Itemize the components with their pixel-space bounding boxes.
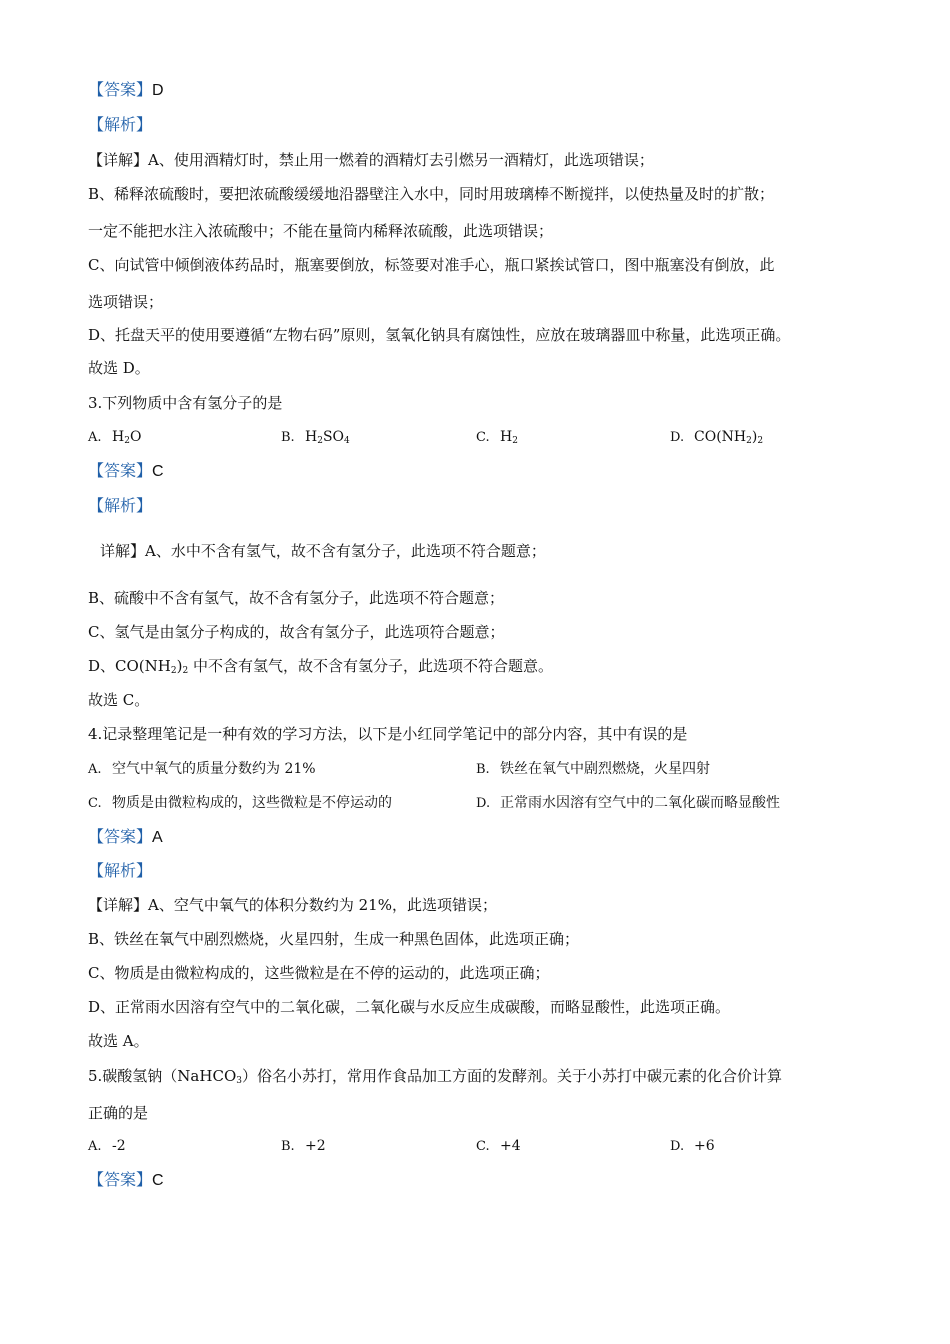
q5-option-b <box>281 1136 326 1157</box>
q4-analysis-tag <box>88 861 152 881</box>
answer-tag: 【答案】 <box>88 1170 153 1189</box>
q5-answer-row <box>88 1170 164 1191</box>
q4-option-c <box>88 793 392 814</box>
answer-value: C <box>152 463 164 480</box>
option-text: 正常雨水因溶有空气中的二氧化碳而略显酸性 <box>500 795 780 811</box>
analysis-tag: 【解析】 <box>88 861 153 880</box>
option-key: A. <box>88 762 102 777</box>
q4-line-2: C、物质是由微粒构成的，这些微粒是在不停的运动的，此选项正确； <box>88 964 550 982</box>
q3-answer-row <box>88 461 164 482</box>
q2-line-3: C、向试管中倾倒液体药品时，瓶塞要倒放，标签要对准手心，瓶口紧挨试管口，图中瓶塞没有倒放，此 <box>88 256 775 274</box>
option-key: D. <box>670 1139 685 1154</box>
q3-line-2: C、氢气是由氢分子构成的，故含有氢分子，此选项符合题意； <box>88 623 505 641</box>
q3-analysis-tag <box>88 496 152 516</box>
option-key: D. <box>476 796 491 811</box>
option-key: C. <box>476 1139 490 1154</box>
q4-line-3: D、正常雨水因溶有空气中的二氧化碳，二氧化碳与水反应生成碳酸，而略显酸性，此选项正确。 <box>88 998 731 1016</box>
option-key: A. <box>88 430 102 445</box>
answer-tag: 【答案】 <box>88 80 153 99</box>
answer-value: D <box>152 82 164 99</box>
option-text: $H_2O$ <box>112 429 142 446</box>
q5-stem-line-1: 正确的是 <box>88 1104 149 1122</box>
option-text: $H_2$ <box>500 429 518 446</box>
option-text: $CO(NH_2)_2$ <box>694 429 764 446</box>
option-key: C. <box>88 796 102 811</box>
q2-line-5: D、托盘天平的使用要遵循“左物右码”原则，氢氧化钠具有腐蚀性，应放在玻璃器皿中称量，此选项正确。 <box>88 326 791 344</box>
option-key: A. <box>88 1139 102 1154</box>
q5-stem-line-0: 5.碳酸氢钠（NaHCO$_3$）俗名小苏打，常用作食品加工方面的发酵剂。关于小苏打中碳元素的化合价计算 <box>88 1067 782 1086</box>
q2-line-4: 选项错误； <box>88 293 164 311</box>
q5-option-a <box>88 1136 126 1157</box>
option-text: +2 <box>305 1138 326 1154</box>
option-text: 铁丝在氧气中剧烈燃烧，火星四射 <box>500 761 710 777</box>
q4-line-4: 故选 A。 <box>88 1032 149 1050</box>
q3-line-0: 详解】A、水中不含有氢气，故不含有氢分子，此选项不符合题意； <box>100 542 546 560</box>
option-text: +4 <box>500 1138 521 1154</box>
q5-option-c <box>476 1136 521 1157</box>
q4-option-a <box>88 759 316 780</box>
q3-line-4: 故选 C。 <box>88 691 150 709</box>
q3-option-c <box>476 427 518 451</box>
q4-line-0: 【详解】A、空气中氧气的体积分数约为 21%，此选项错误； <box>88 896 497 914</box>
option-text: 空气中氧气的质量分数约为 21% <box>112 761 316 777</box>
option-key: D. <box>670 430 685 445</box>
q2-line-0: 【详解】A、使用酒精灯时，禁止用一燃着的酒精灯去引燃另一酒精灯，此选项错误； <box>88 151 654 169</box>
q4-answer-row <box>88 827 163 848</box>
option-text: $H_2SO_4$ <box>305 429 350 446</box>
q4-option-d <box>476 793 780 814</box>
option-key: B. <box>281 430 295 445</box>
q2-line-6: 故选 D。 <box>88 359 150 377</box>
option-key: B. <box>476 762 490 777</box>
q2-line-2: 一定不能把水注入浓硫酸中；不能在量筒内稀释浓硫酸，此选项错误； <box>88 222 554 240</box>
q2-line-1: B、稀释浓硫酸时，要把浓硫酸缓缓地沿器壁注入水中，同时用玻璃棒不断搅拌，以使热量及时的扩散； <box>88 185 775 203</box>
q4-stem: 4.记录整理笔记是一种有效的学习方法，以下是小红同学笔记中的部分内容，其中有误的是 <box>88 725 688 743</box>
q2-answer-row <box>88 80 164 101</box>
option-text: 物质是由微粒构成的，这些微粒是不停运动的 <box>112 795 392 811</box>
option-key: B. <box>281 1139 295 1154</box>
analysis-tag: 【解析】 <box>88 496 153 515</box>
q3-stem: 3.下列物质中含有氢分子的是 <box>88 394 283 412</box>
option-text: -2 <box>112 1138 126 1154</box>
answer-value: C <box>152 1172 164 1189</box>
q3-line-3: D、$CO(NH_2)_2$ 中不含有氢气，故不含有氢分子，此选项不符合题意。 <box>88 657 553 676</box>
answer-value: A <box>152 829 163 846</box>
answer-tag: 【答案】 <box>88 461 153 480</box>
q4-line-1: B、铁丝在氧气中剧烈燃烧，火星四射，生成一种黑色固体，此选项正确； <box>88 930 580 948</box>
answer-tag: 【答案】 <box>88 827 153 846</box>
option-text: +6 <box>694 1138 715 1154</box>
q3-line-1: B、硫酸中不含有氢气，故不含有氢分子，此选项不符合题意； <box>88 589 505 607</box>
q5-option-d <box>670 1136 715 1157</box>
q2-analysis-tag <box>88 115 152 135</box>
q4-option-b <box>476 759 710 780</box>
q3-option-d <box>670 427 763 451</box>
q3-option-b <box>281 427 350 451</box>
q3-option-a <box>88 427 141 451</box>
option-key: C. <box>476 430 490 445</box>
analysis-tag: 【解析】 <box>88 115 153 134</box>
